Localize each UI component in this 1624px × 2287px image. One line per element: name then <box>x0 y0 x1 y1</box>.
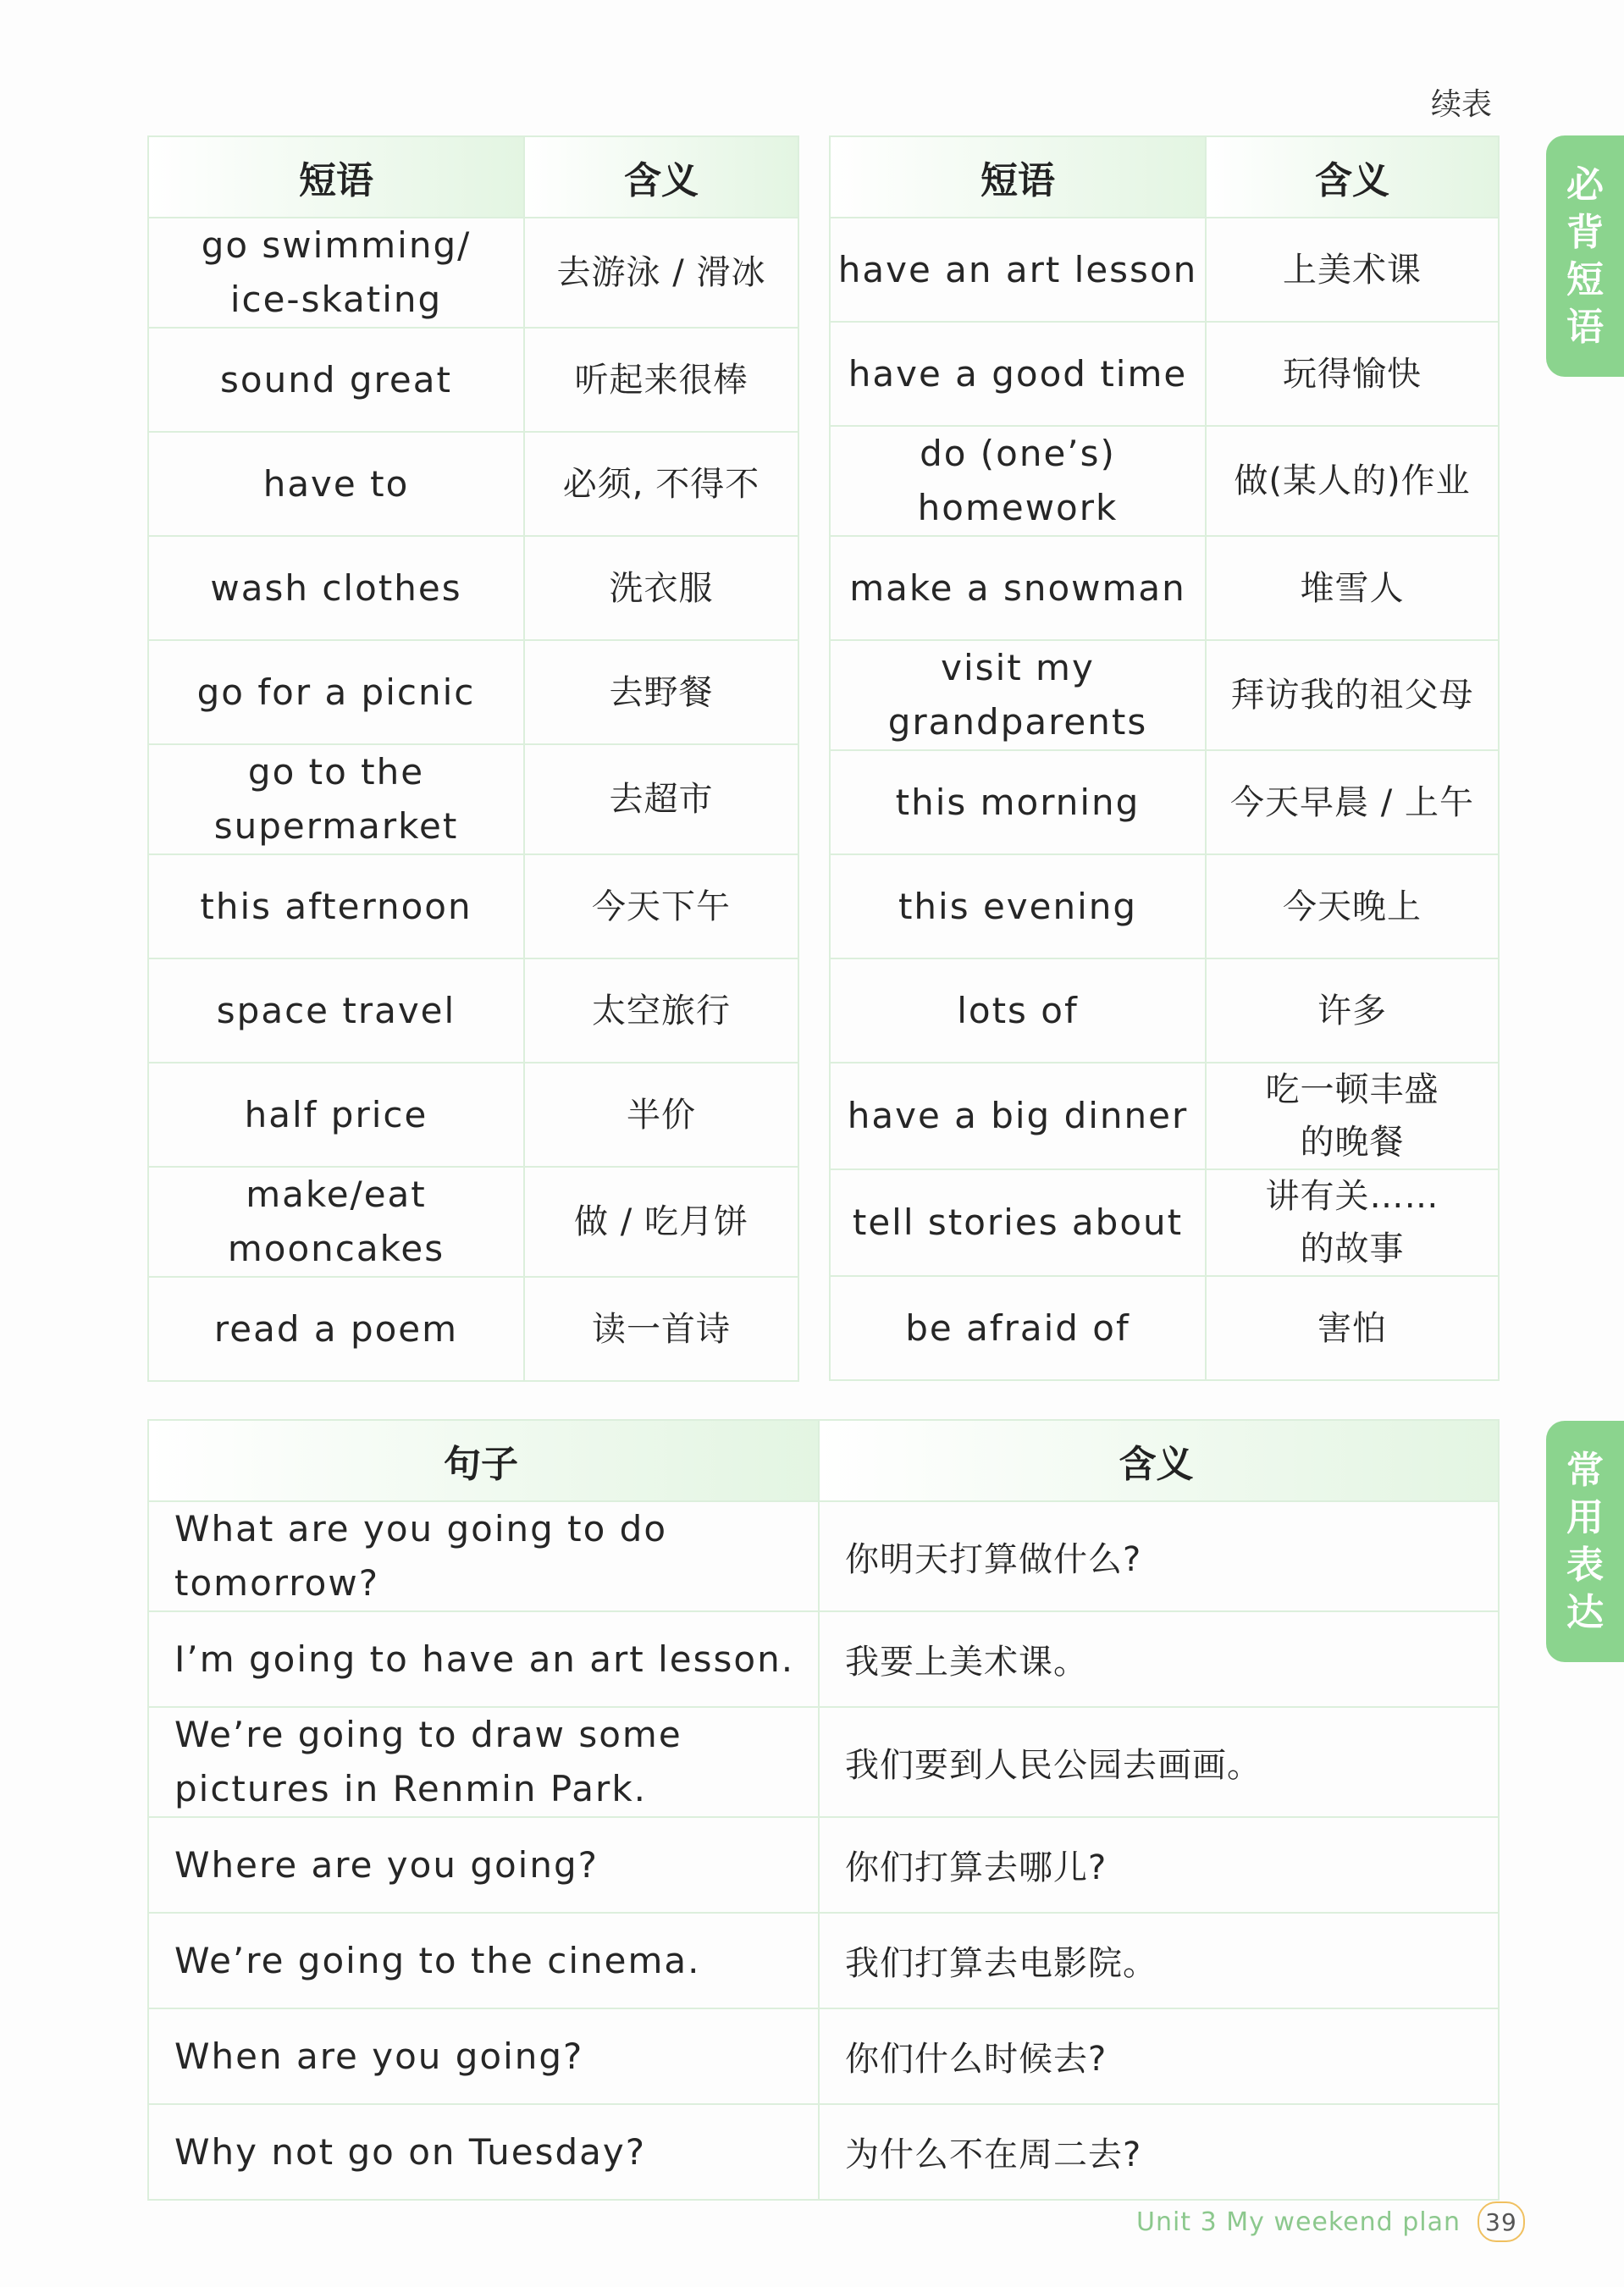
chinese-cell: 我们要到人民公园去画画。 <box>819 1707 1499 1817</box>
side-tab-phrases[interactable] <box>1546 135 1624 377</box>
english-cell: have a big dinner <box>830 1063 1206 1169</box>
english-cell: have a good time <box>830 322 1206 426</box>
english-cell: go swimming/ ice-skating <box>148 218 524 328</box>
page-footer <box>1136 2201 1525 2242</box>
english-cell: do (one’s) homework <box>830 426 1206 536</box>
english-cell: We’re going to the cinema. <box>148 1913 819 2008</box>
chinese-cell: 吃一顿丰盛 的晚餐 <box>1206 1063 1499 1169</box>
chinese-cell: 去超市 <box>524 744 798 854</box>
table-row <box>148 1707 1499 1817</box>
sentence-table <box>147 1419 1500 2201</box>
chinese-cell: 做 / 吃月饼 <box>524 1167 798 1277</box>
header-meaning: 含义 <box>1206 136 1499 218</box>
table-row <box>148 218 798 328</box>
english-cell: go to the supermarket <box>148 744 524 854</box>
english-cell: go for a picnic <box>148 640 524 744</box>
phrase-table-right <box>829 135 1500 1381</box>
chinese-cell: 今天下午 <box>524 854 798 958</box>
side-tab-char: 达 <box>1566 1590 1604 1634</box>
english-cell: this evening <box>830 854 1206 958</box>
side-tab-char: 背 <box>1566 210 1604 254</box>
chinese-cell: 你们什么时候去? <box>819 2008 1499 2104</box>
side-tab-char: 短 <box>1566 257 1604 301</box>
table-row <box>148 2104 1499 2200</box>
unit-title: Unit 3 My weekend plan <box>1136 2207 1461 2237</box>
chinese-cell: 玩得愉快 <box>1206 322 1499 426</box>
table-row <box>148 1913 1499 2008</box>
chinese-cell: 半价 <box>524 1063 798 1167</box>
chinese-cell: 拜访我的祖父母 <box>1206 640 1499 750</box>
table-row <box>148 1167 798 1277</box>
header-phrase: 短语 <box>148 136 524 218</box>
table-header-row <box>830 136 1499 218</box>
english-cell: I’m going to have an art lesson. <box>148 1611 819 1707</box>
chinese-cell: 堆雪人 <box>1206 536 1499 640</box>
table-row <box>830 958 1499 1063</box>
chinese-cell: 你明天打算做什么? <box>819 1501 1499 1611</box>
table-row <box>148 328 798 432</box>
page-number: 39 <box>1478 2201 1525 2242</box>
chinese-cell: 今天晚上 <box>1206 854 1499 958</box>
table-row <box>148 1501 1499 1611</box>
english-cell: tell stories about <box>830 1169 1206 1276</box>
chinese-cell: 今天早晨 / 上午 <box>1206 750 1499 854</box>
english-cell: have to <box>148 432 524 536</box>
chinese-cell: 害怕 <box>1206 1276 1499 1380</box>
chinese-cell: 去野餐 <box>524 640 798 744</box>
phrase-table-left <box>147 135 799 1382</box>
chinese-cell: 讲有关…… 的故事 <box>1206 1169 1499 1276</box>
table-row <box>148 640 798 744</box>
table-row <box>148 1817 1499 1913</box>
side-tab-char: 必 <box>1566 163 1604 207</box>
table-row <box>148 2008 1499 2104</box>
english-cell: wash clothes <box>148 536 524 640</box>
english-cell: this morning <box>830 750 1206 854</box>
table-row <box>830 1063 1499 1169</box>
table-row <box>148 536 798 640</box>
english-cell: lots of <box>830 958 1206 1063</box>
header-sentence: 句子 <box>148 1420 819 1501</box>
side-tab-char: 语 <box>1566 305 1604 349</box>
english-cell: half price <box>148 1063 524 1167</box>
table-row <box>148 744 798 854</box>
table-row <box>830 218 1499 322</box>
english-cell: Why not go on Tuesday? <box>148 2104 819 2200</box>
english-cell: visit my grandparents <box>830 640 1206 750</box>
chinese-cell: 我要上美术课。 <box>819 1611 1499 1707</box>
english-cell: read a poem <box>148 1277 524 1381</box>
english-cell: this afternoon <box>148 854 524 958</box>
table-row <box>148 1611 1499 1707</box>
chinese-cell: 听起来很棒 <box>524 328 798 432</box>
chinese-cell: 你们打算去哪儿? <box>819 1817 1499 1913</box>
english-cell: make/eat mooncakes <box>148 1167 524 1277</box>
table-row <box>830 854 1499 958</box>
table-row <box>830 640 1499 750</box>
table-row <box>830 750 1499 854</box>
chinese-cell: 做(某人的)作业 <box>1206 426 1499 536</box>
chinese-cell: 上美术课 <box>1206 218 1499 322</box>
english-cell: Where are you going? <box>148 1817 819 1913</box>
english-cell: space travel <box>148 958 524 1063</box>
side-tab-expressions[interactable] <box>1546 1421 1624 1662</box>
chinese-cell: 洗衣服 <box>524 536 798 640</box>
table-row <box>148 1063 798 1167</box>
table-row <box>148 1277 798 1381</box>
table-header-row <box>148 1420 1499 1501</box>
table-row <box>148 432 798 536</box>
table-row <box>830 1169 1499 1276</box>
chinese-cell: 许多 <box>1206 958 1499 1063</box>
chinese-cell: 太空旅行 <box>524 958 798 1063</box>
chinese-cell: 为什么不在周二去? <box>819 2104 1499 2200</box>
chinese-cell: 读一首诗 <box>524 1277 798 1381</box>
chinese-cell: 必须, 不得不 <box>524 432 798 536</box>
english-cell: be afraid of <box>830 1276 1206 1380</box>
header-meaning: 含义 <box>524 136 798 218</box>
side-tab-char: 用 <box>1566 1495 1604 1539</box>
table-row <box>830 322 1499 426</box>
table-row <box>830 1276 1499 1380</box>
english-cell: What are you going to do tomorrow? <box>148 1501 819 1611</box>
table-header-row <box>148 136 798 218</box>
table-row <box>830 426 1499 536</box>
header-meaning: 含义 <box>819 1420 1499 1501</box>
continued-label: 续表 <box>1431 87 1493 122</box>
table-row <box>148 958 798 1063</box>
side-tab-char: 表 <box>1566 1543 1604 1587</box>
english-cell: We’re going to draw some pictures in Renmin Park. <box>148 1707 819 1817</box>
side-tab-char: 常 <box>1566 1448 1604 1492</box>
english-cell: make a snowman <box>830 536 1206 640</box>
chinese-cell: 去游泳 / 滑冰 <box>524 218 798 328</box>
english-cell: sound great <box>148 328 524 432</box>
english-cell: When are you going? <box>148 2008 819 2104</box>
table-row <box>148 854 798 958</box>
table-row <box>830 536 1499 640</box>
header-phrase: 短语 <box>830 136 1206 218</box>
chinese-cell: 我们打算去电影院。 <box>819 1913 1499 2008</box>
english-cell: have an art lesson <box>830 218 1206 322</box>
